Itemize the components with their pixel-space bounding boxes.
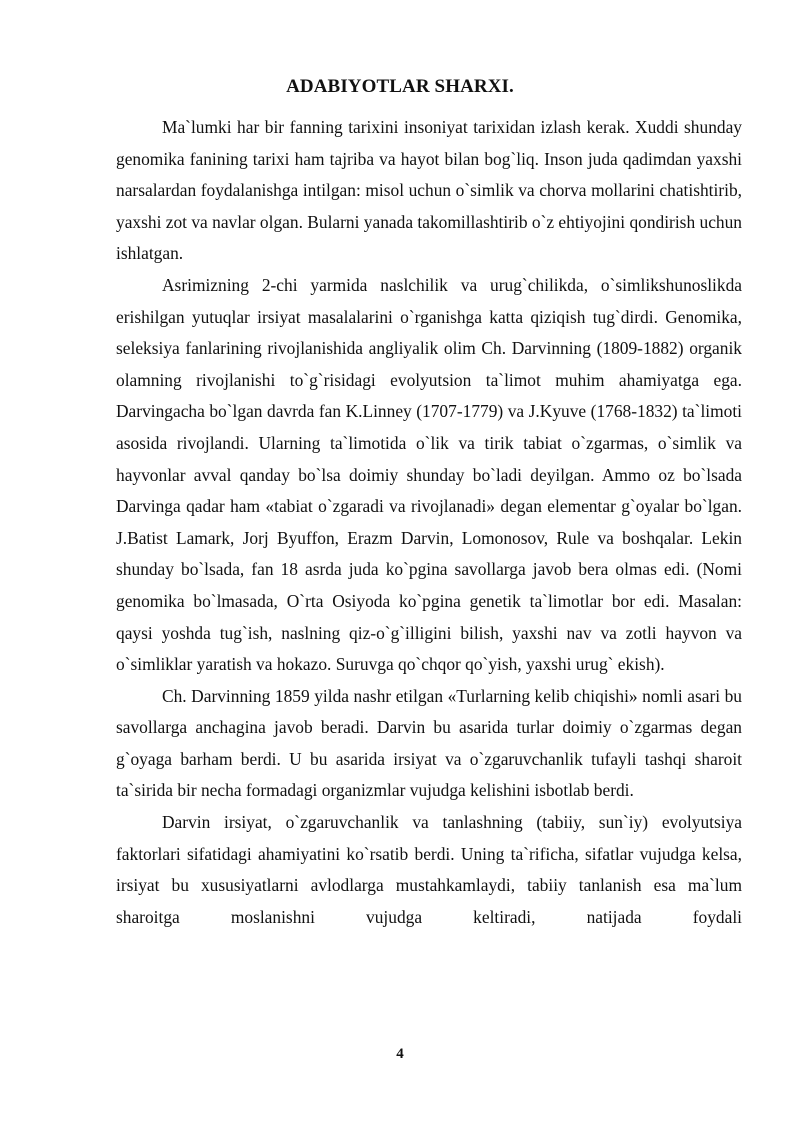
section-title: ADABIYOTLAR SHARXI. — [286, 76, 514, 97]
paragraph-1: Ma`lumki har bir fanning tarixini insoniyat tarixidan izlash kerak. Xuddi shunday genomika fanining tarixi ham tajriba va hayot bilan bog`liq. Inson juda qadimdan yaxshi narsalardan foydalanishga intilgan: misol uchun o`simlik va chorva mollarini chatishtirib, yaxshi zot va navlar olgan. Bularni yanada takomillashtirib o`z ehtiyojini qondirish uchun ishlatgan. — [116, 117, 742, 264]
page-number: 4 — [396, 1046, 404, 1062]
paragraph-4: Darvin irsiyat, o`zgaruvchanlik va tanlashning (tabiiy, sun`iy) evolyutsiya faktorlari sifatidagi ahamiyatini ko`rsatib berdi. Uning ta`rificha, sifatlar vujudga kelsa, irsiyat bu xususiyatlarni avlodlarga mustahkamlaydi, tabiiy tanlanish esa ma`lum sharoitga moslanishni vujudga keltiradi, natijada foydali — [116, 812, 742, 927]
paragraph-2: Asrimizning 2-chi yarmida naslchilik va urug`chilikda, o`simlikshunoslikda erishilgan yutuqlar irsiyat masalalarini o`rganishga katta qiziqish tug`dirdi. Genomika, seleksiya fanlarining rivojlanishida angliyalik olim Ch. Darvinning (1809-1882) organik olamning rivojlanishi to`g`risidagi evolyutsion ta`limot muhim ahamiyatga ega. Darvingacha bo`lgan davrda fan K.Linney (1707-1779) va J.Kyuve (1768-1832) ta`limoti asosida rivojlandi. Ularning ta`limotida o`lik va tirik tabiat o`zgarmas, o`simlik va hayvonlar avval qanday bo`lsa doimiy shunday bo`ladi deyilgan. Ammo oz bo`lsada Darvinga qadar ham «tabiat o`zgaradi va rivojlanadi» degan elementar g`oyalar bo`lgan. J.Batist Lamark, Jorj Byuffon, Erazm Darvin, Lomonosov, Rule va boshqalar. Lekin shunday bo`lsada, fan 18 asrda juda ko`pgina savollarga javob bera olmas edi. (Nomi genomika bo`lmasada, O`rta Osiyoda ko`pgina genetik ta`limotlar bor edi. Masalan: qaysi yoshda tug`ish, naslning qiz-o`g`illigini bilish, yaxshi nav va zotli hayvon va o`simliklar yaratish va hokazo. Suruvga qo`chqor qo`yish, yaxshi urug` ekish). — [116, 274, 742, 675]
body-text — [116, 112, 742, 933]
paragraph-3: Ch. Darvinning 1859 yilda nashr etilgan «Turlarning kelib chiqishi» nomli asari bu savollarga anchagina javob beradi. Darvin bu asarida turlar doimiy o`zgarmas degan g`oyaga barham berdi. U bu asarida irsiyat va o`zgaruvchanlik tufayli tashqi sharoit ta`sirida bir necha formadagi organizmlar vujudga kelishini isbotlab berdi. — [116, 685, 742, 801]
